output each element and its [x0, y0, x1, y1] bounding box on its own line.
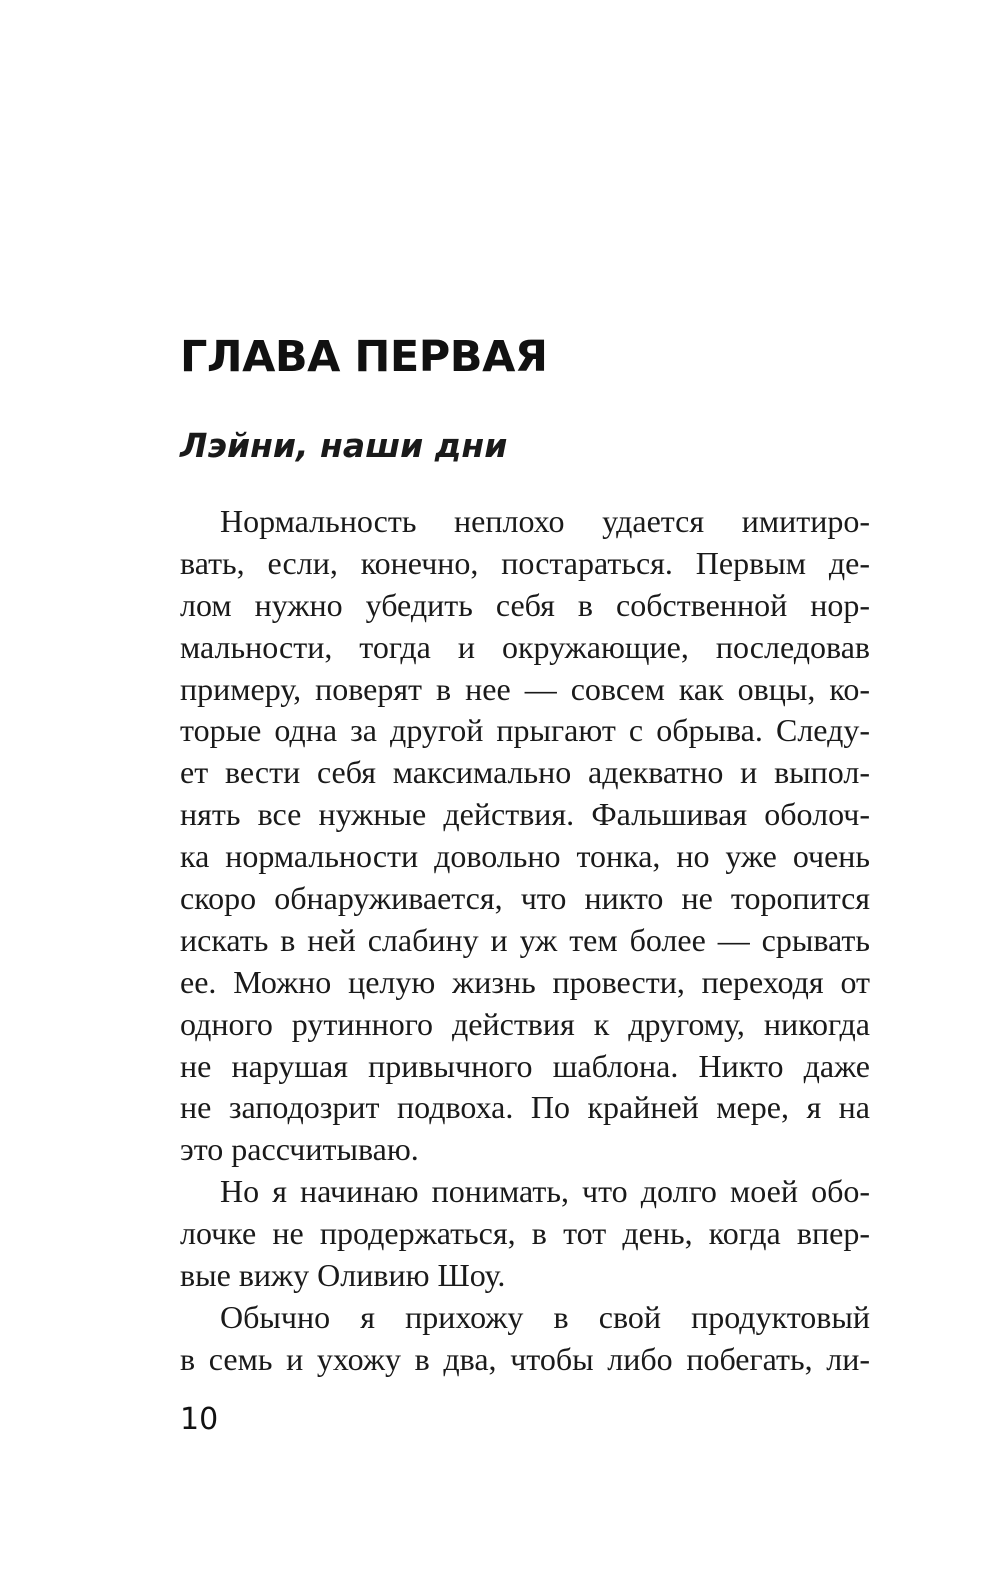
body-text: [180, 501, 870, 1381]
text-line: вать, если, конечно, постараться. Первым де-: [180, 544, 870, 581]
text-line: искать в ней слабину и уж тем более — срывать: [180, 921, 870, 958]
text-line: не нарушая привычного шаблона. Никто даже: [180, 1047, 870, 1084]
chapter-title: ГЛАВА ПЕРВАЯ: [180, 332, 548, 382]
text-line: ет вести себя максимально адекватно и выпол-: [180, 754, 870, 791]
text-line: лом нужно убедить себя в собственной нор-: [180, 586, 870, 623]
text-line: мальности, тогда и окружающие, последовав: [180, 628, 870, 665]
text-line: Нормальность неплохо удается имитиро-: [220, 503, 870, 539]
text-line: нять все нужные действия. Фальшивая оболоч-: [180, 796, 870, 833]
text-line: примеру, поверят в нее — совсем как овцы, ко-: [180, 670, 870, 707]
text-line: в семь и ухожу в два, чтобы либо побегать, ли-: [180, 1340, 870, 1377]
page-number: 10: [180, 1402, 219, 1437]
text-line: не заподозрит подвоха. По крайней мере, я на: [180, 1089, 870, 1126]
chapter-subtitle: Лэйни, наши дни: [180, 426, 508, 465]
text-line: Обычно я прихожу в свой продуктовый: [220, 1298, 870, 1335]
text-line: ее. Можно целую жизнь провести, переходя от: [180, 963, 870, 1000]
text-line: Но я начинаю понимать, что долго моей обо-: [220, 1173, 870, 1210]
text-line: скоро обнаруживается, что никто не торопится: [180, 880, 870, 917]
text-line: ка нормальности довольно тонка, но уже очень: [180, 838, 870, 875]
text-line: вые вижу Оливию Шоу.: [180, 1257, 506, 1294]
text-line: это рассчитываю.: [180, 1131, 419, 1168]
text-line: торые одна за другой прыгают с обрыва. Следу-: [180, 712, 870, 749]
text-line: лочке не продержаться, в тот день, когда впер-: [180, 1215, 870, 1252]
text-line: одного рутинного действия к другому, никогда: [180, 1005, 870, 1042]
